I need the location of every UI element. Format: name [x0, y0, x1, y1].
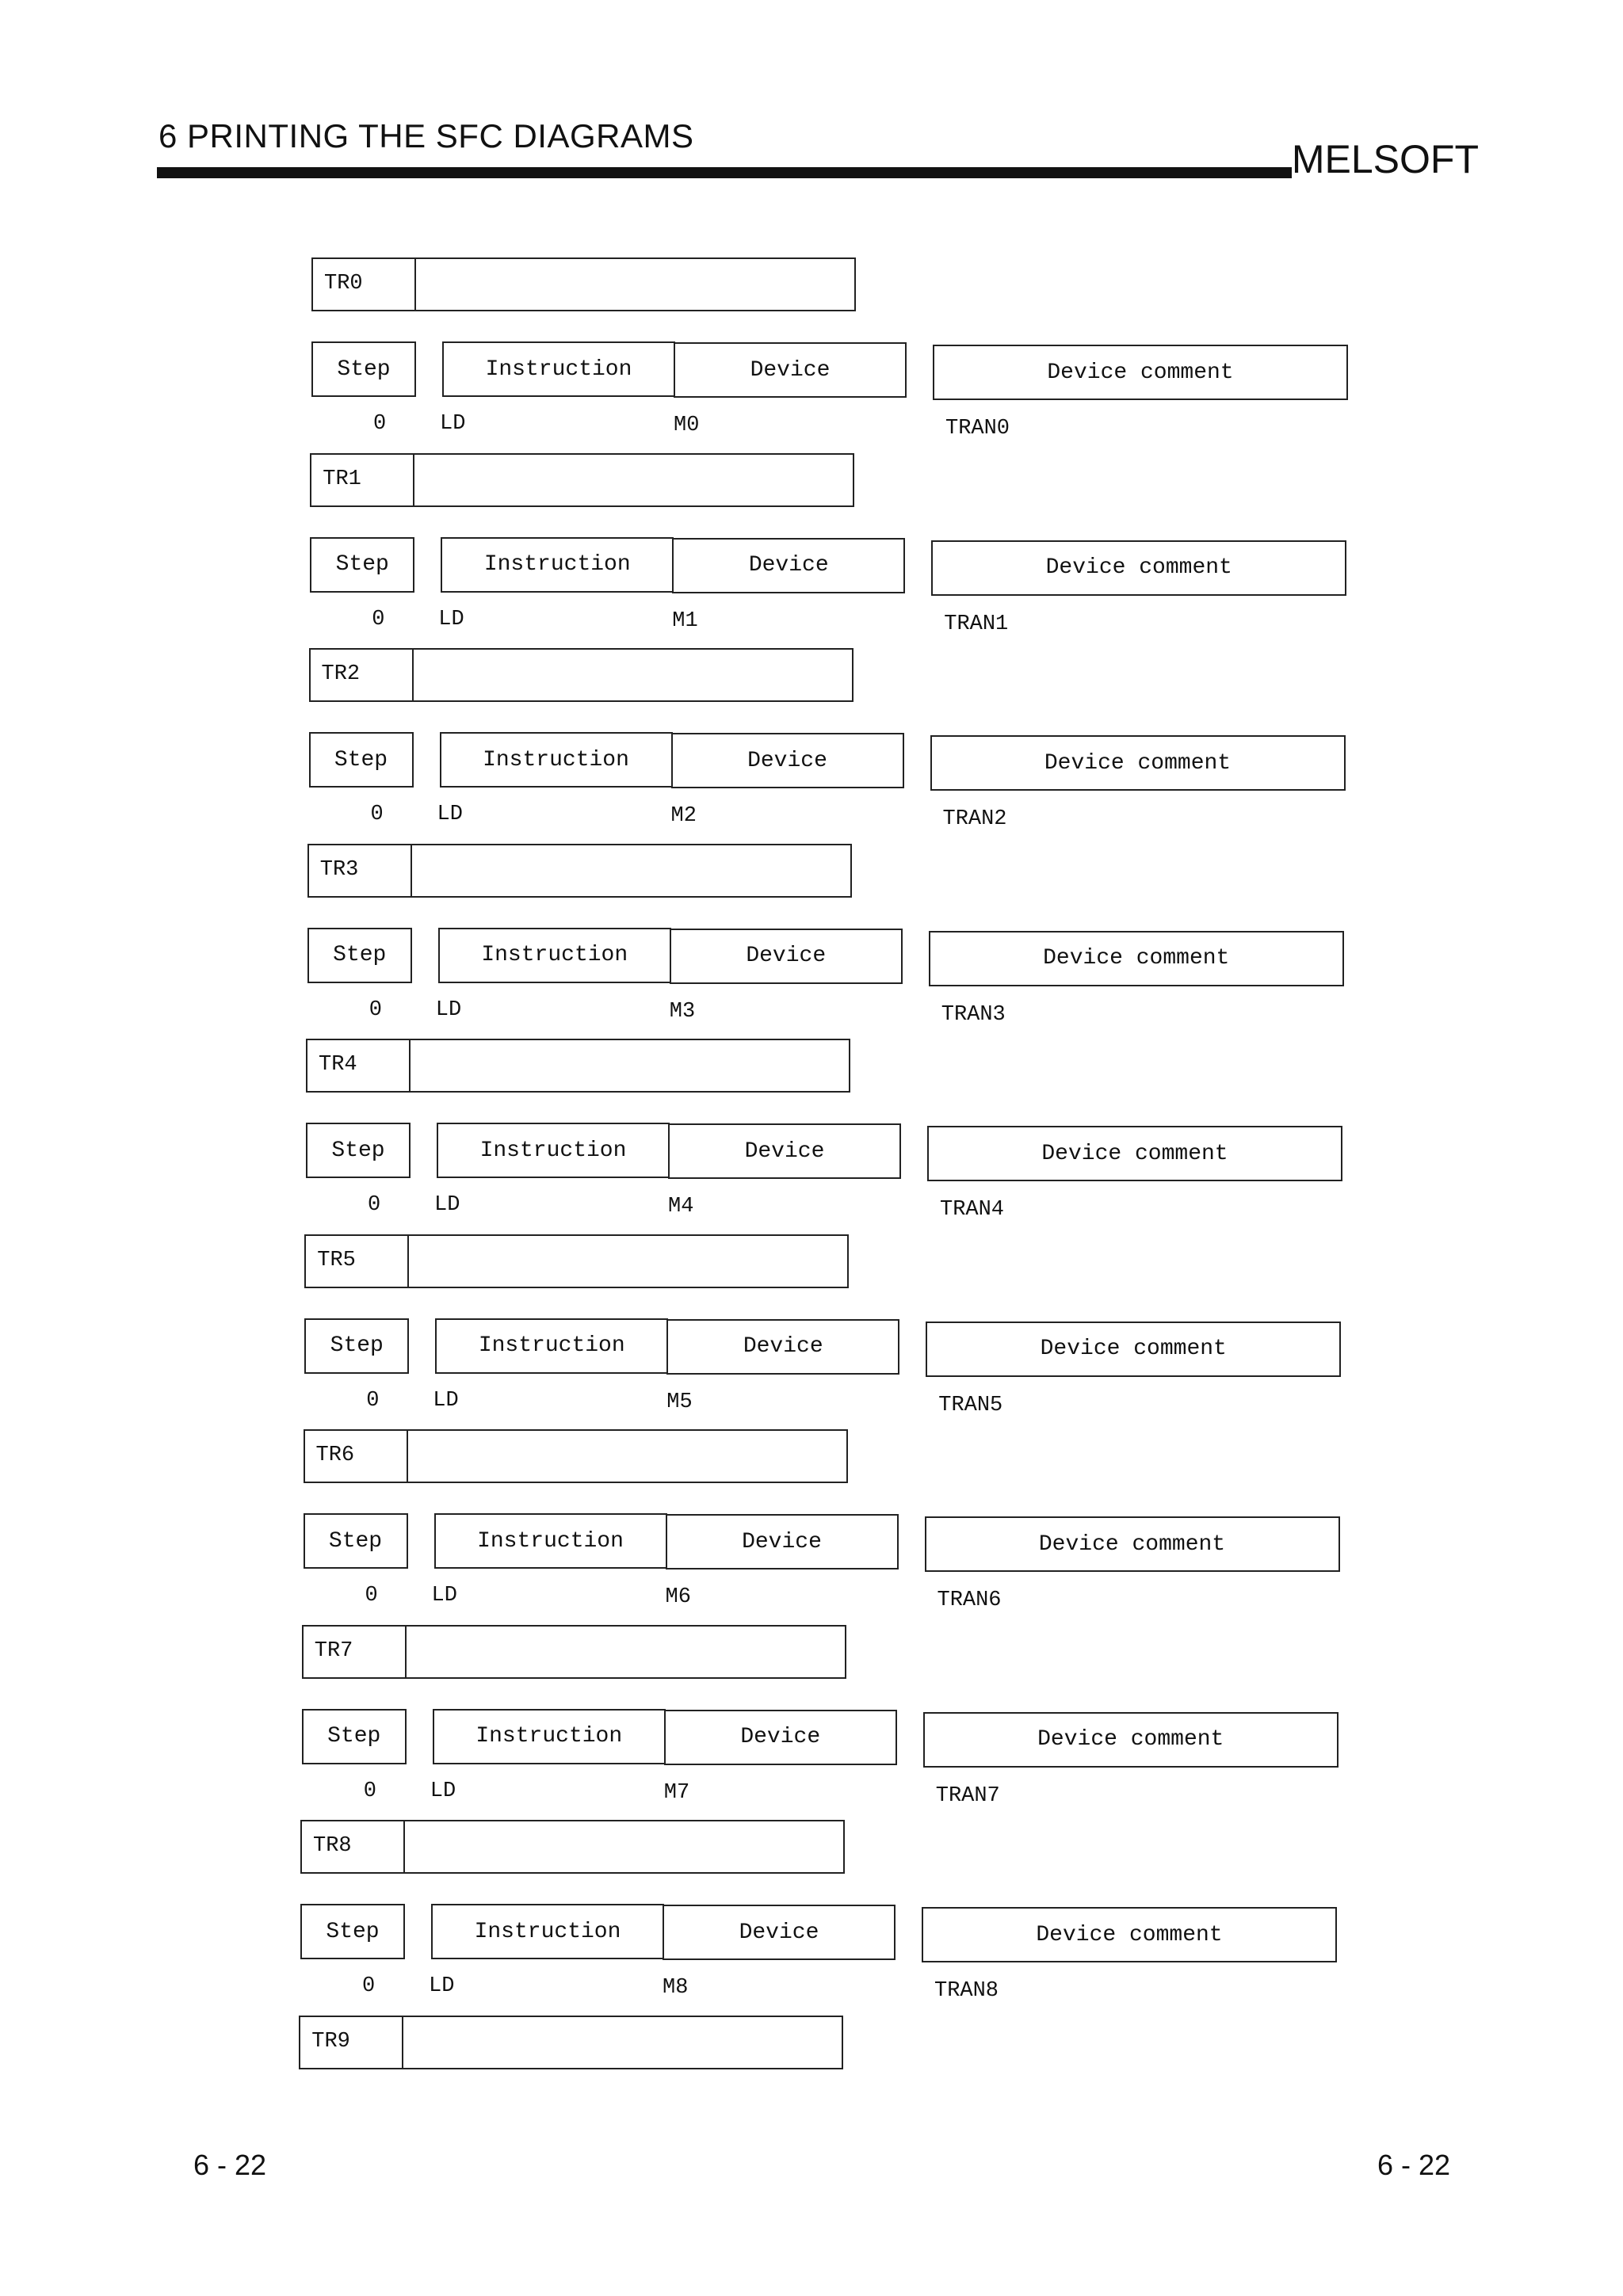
row-device: M8	[663, 1976, 689, 2000]
column-header-device-comment: Device comment	[931, 540, 1346, 596]
transition-box	[300, 1820, 845, 1874]
row-device-comment: TRAN3	[941, 1002, 1006, 1027]
column-header-device: Device	[671, 733, 904, 788]
transition-box	[310, 453, 854, 507]
column-header-device: Device	[666, 1319, 899, 1375]
transition-box	[299, 2016, 843, 2069]
column-header-device-comment: Device comment	[930, 735, 1346, 791]
column-header-instruction: Instruction	[437, 1123, 670, 1178]
column-header-step: Step	[304, 1318, 409, 1374]
transition-body	[411, 1040, 849, 1091]
column-header-instruction: Instruction	[438, 928, 671, 983]
column-header-device-comment: Device comment	[929, 931, 1344, 986]
transition-body	[405, 1821, 843, 1872]
column-header-device: Device	[672, 538, 905, 593]
transition-label: TR6	[305, 1431, 408, 1482]
transition-label: TR1	[311, 455, 414, 505]
transition-label: TR2	[311, 650, 414, 700]
row-instruction: LD	[433, 1388, 459, 1413]
row-device: M4	[668, 1195, 694, 1219]
column-header-device: Device	[663, 1905, 896, 1960]
column-header-device: Device	[670, 929, 903, 984]
transition-body	[414, 455, 853, 505]
row-device-comment: TRAN0	[945, 417, 1010, 441]
column-header-device: Device	[674, 342, 907, 398]
page-number-right: 6 - 22	[1377, 2149, 1451, 2181]
row-device-comment: TRAN6	[937, 1589, 1002, 1612]
row-instruction: LD	[434, 1193, 460, 1217]
transition-box	[304, 1429, 848, 1483]
section-title: 6 PRINTING THE SFC DIAGRAMS	[158, 117, 694, 154]
transition-box	[309, 648, 854, 702]
column-header-instruction: Instruction	[431, 1904, 664, 1959]
row-device: M1	[672, 608, 698, 633]
page-number-left: 6 - 22	[193, 2149, 267, 2181]
column-header-device-comment: Device comment	[922, 1907, 1337, 1962]
column-header-device-comment: Device comment	[923, 1712, 1338, 1768]
column-header-device-comment: Device comment	[926, 1322, 1341, 1377]
transition-body	[403, 2017, 842, 2068]
transition-label: TR3	[309, 845, 412, 896]
row-device: M5	[666, 1390, 693, 1414]
transition-label: TR4	[307, 1040, 411, 1091]
row-device: M3	[669, 999, 696, 1024]
row-device-comment: TRAN2	[942, 807, 1007, 831]
header-rule	[157, 167, 1292, 178]
row-step: 0	[372, 607, 385, 631]
row-step: 0	[373, 412, 387, 436]
transition-box	[311, 257, 856, 311]
transition-label: TR9	[300, 2017, 403, 2068]
column-header-instruction: Instruction	[433, 1709, 666, 1764]
column-header-instruction: Instruction	[434, 1513, 667, 1569]
column-header-step: Step	[311, 341, 416, 397]
row-device: M7	[663, 1780, 690, 1805]
row-instruction: LD	[429, 1974, 455, 1998]
row-device: M2	[670, 804, 697, 828]
row-device-comment: TRAN7	[935, 1783, 1000, 1808]
column-header-step: Step	[300, 1904, 405, 1959]
row-instruction: LD	[430, 1779, 456, 1803]
row-instruction: LD	[440, 412, 466, 436]
column-header-instruction: Instruction	[441, 537, 674, 593]
transition-box	[306, 1039, 850, 1093]
column-header-device: Device	[666, 1514, 899, 1569]
row-instruction: LD	[431, 1584, 457, 1608]
transition-label: TR0	[313, 259, 416, 310]
row-step: 0	[369, 997, 382, 1022]
row-device: M6	[665, 1585, 691, 1609]
brand-name: MELSOFT	[1291, 137, 1479, 181]
row-step: 0	[370, 803, 384, 826]
column-header-step: Step	[306, 1123, 411, 1178]
column-header-step: Step	[309, 732, 414, 788]
column-header-step: Step	[310, 537, 414, 593]
transition-box	[302, 1625, 846, 1679]
column-header-step: Step	[304, 1513, 408, 1569]
row-instruction: LD	[437, 803, 463, 826]
column-header-instruction: Instruction	[440, 732, 673, 788]
transition-label: TR8	[302, 1821, 405, 1872]
transition-body	[416, 259, 854, 310]
row-device: M0	[674, 414, 700, 437]
row-instruction: LD	[438, 607, 464, 631]
column-header-device: Device	[668, 1123, 901, 1179]
transition-body	[412, 845, 850, 896]
transition-label: TR7	[304, 1627, 407, 1677]
column-header-device-comment: Device comment	[927, 1126, 1342, 1181]
column-header-device-comment: Device comment	[925, 1516, 1340, 1572]
column-header-instruction: Instruction	[442, 341, 675, 397]
column-header-step: Step	[307, 928, 412, 983]
row-device-comment: TRAN1	[944, 612, 1009, 636]
row-step: 0	[362, 1974, 376, 1998]
row-step: 0	[365, 1584, 378, 1608]
transition-box	[304, 1234, 849, 1288]
row-device-comment: TRAN8	[934, 1979, 999, 2003]
transition-box	[307, 844, 852, 898]
transition-body	[409, 1236, 847, 1287]
row-step: 0	[366, 1388, 380, 1413]
column-header-step: Step	[302, 1709, 407, 1764]
row-step: 0	[368, 1193, 381, 1217]
row-device-comment: TRAN5	[938, 1393, 1003, 1417]
column-header-device-comment: Device comment	[933, 345, 1348, 400]
row-instruction: LD	[435, 997, 462, 1022]
column-header-device: Device	[664, 1710, 897, 1765]
transition-body	[407, 1627, 845, 1677]
transition-body	[408, 1431, 846, 1482]
row-device-comment: TRAN4	[940, 1198, 1005, 1222]
transition-label: TR5	[306, 1236, 409, 1287]
transition-body	[414, 650, 852, 700]
column-header-instruction: Instruction	[435, 1318, 668, 1374]
row-step: 0	[363, 1779, 376, 1803]
